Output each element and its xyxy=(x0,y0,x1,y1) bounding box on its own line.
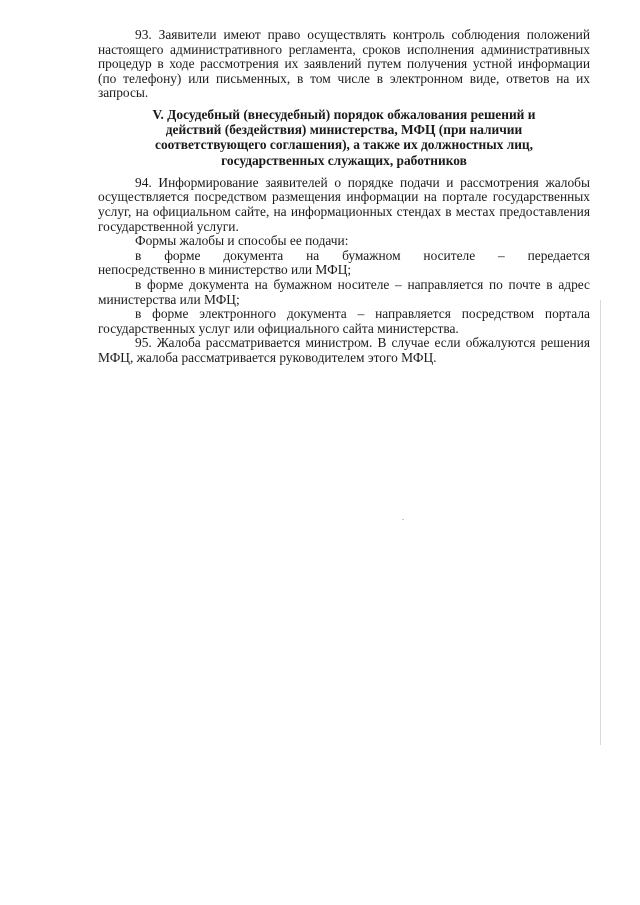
word: – xyxy=(498,247,505,263)
complaint-forms-intro: Формы жалобы и способы ее подачи: xyxy=(135,233,349,249)
scan-speck xyxy=(402,519,404,520)
paragraph-93: 93. Заявители имеют право осуществлять контроль соблюдения положений настоящего административного регламента, сроков исполнения административных процедур в ходе рассмотрения их заявлений путем получения устной информации (по телефону) или письменных, в том числе в электронном виде, ответов на их запросы. xyxy=(98,27,590,101)
scan-edge-line xyxy=(600,300,601,745)
complaint-form-1-rest: непосредственно в министерство или МФЦ; xyxy=(98,262,352,278)
section-heading-line-1: V. Досудебный (внесудебный) порядок обжалования решений и xyxy=(152,106,536,122)
section-heading-line-3: соответствующего соглашения), а также их должностных лиц, xyxy=(155,137,533,153)
word: передается xyxy=(527,247,590,263)
section-heading-line-4: государственных служащих, работников xyxy=(221,152,467,168)
complaint-form-1-first-line xyxy=(98,249,590,264)
word: на xyxy=(306,247,320,263)
complaint-form-2: в форме документа на бумажном носителе – направляется по почте в адрес министерства или МФЦ; xyxy=(98,276,590,307)
section-heading-line-2: действий (бездействия) министерства, МФЦ (при наличии xyxy=(165,122,523,138)
word: в xyxy=(135,247,142,263)
word: бумажном xyxy=(342,247,401,263)
word: форме xyxy=(164,247,201,263)
paragraph-95: 95. Жалоба рассматривается министром. В случае если обжалуются решения МФЦ, жалоба рассматривается руководителем этого МФЦ. xyxy=(98,335,590,365)
document-body xyxy=(98,28,590,366)
word: документа xyxy=(223,247,284,263)
word: носителе xyxy=(423,247,476,263)
section-heading xyxy=(98,107,590,168)
paragraph-94: 94. Информирование заявителей о порядке подачи и рассмотрения жалобы осуществляется посредством размещения информации на портале государственных услуг, на официальном сайте, на информационных стендах в местах предоставления государственной услуги. xyxy=(98,174,590,234)
complaint-form-3: в форме электронного документа – направляется посредством портала государственных услуг или официального сайта министерства. xyxy=(98,306,590,336)
